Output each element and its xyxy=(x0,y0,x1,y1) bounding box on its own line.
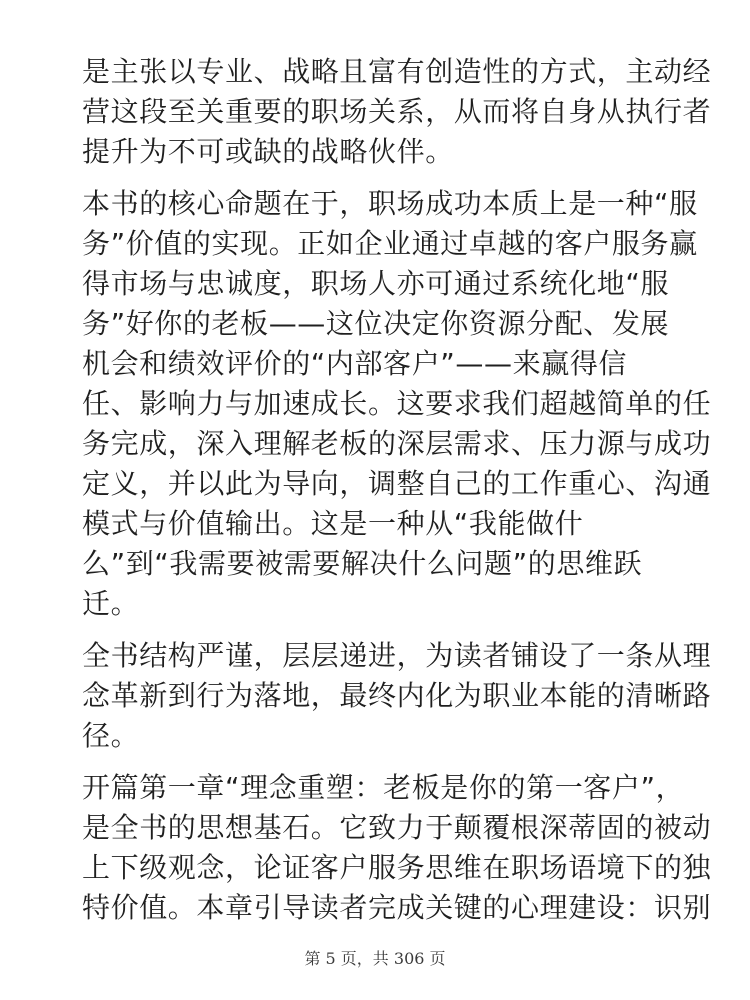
paragraph xyxy=(82,768,712,928)
text-line: 径。 xyxy=(82,719,140,752)
page-indicator: 第 5 页，共 306 页 xyxy=(304,949,446,968)
paragraph xyxy=(82,52,712,172)
text-line: 念革新到行为落地，最终内化为职业本能的清晰路 xyxy=(82,679,712,712)
text-line: 开篇第一章“理念重塑：老板是你的第一客户”， xyxy=(82,771,685,804)
text-line: 么”到“我需要被需要解决什么问题”的思维跃 xyxy=(82,547,643,580)
text-line: 特价值。本章引导读者完成关键的心理建设：识别 xyxy=(82,891,712,924)
text-line: 提升为不可或缺的战略伙伴。 xyxy=(82,135,454,168)
text-line: 模式与价值输出。这是一种从“我能做什 xyxy=(82,507,584,540)
text-line: 任、影响力与加速成长。这要求我们超越简单的任 xyxy=(82,387,712,420)
text-line: 务完成，深入理解老板的深层需求、压力源与成功 xyxy=(82,427,712,460)
text-line: 上下级观念，论证客户服务思维在职场语境下的独 xyxy=(82,851,712,884)
text-line: 是全书的思想基石。它致力于颠覆根深蒂固的被动 xyxy=(82,811,712,844)
text-line: 务”价值的实现。正如企业通过卓越的客户服务赢 xyxy=(82,227,698,260)
text-line: 务”好你的老板——这位决定你资源分配、发展 xyxy=(82,307,670,340)
text-line: 全书结构严谨，层层递进，为读者铺设了一条从理 xyxy=(82,639,712,672)
text-line: 本书的核心命题在于，职场成功本质上是一种“服 xyxy=(82,187,698,220)
text-line: 得市场与忠诚度，职场人亦可通过系统化地“服 xyxy=(82,267,670,300)
text-line: 机会和绩效评价的“内部客户”——来赢得信 xyxy=(82,347,628,380)
text-line: 迁。 xyxy=(82,587,140,620)
paragraph xyxy=(82,636,712,756)
paragraph xyxy=(82,184,712,624)
page-body xyxy=(82,52,712,928)
text-line: 营这段至关重要的职场关系，从而将自身从执行者 xyxy=(82,95,712,128)
text-line: 定义，并以此为导向，调整自己的工作重心、沟通 xyxy=(82,467,712,500)
text-line: 是主张以专业、战略且富有创造性的方式，主动经 xyxy=(82,55,712,88)
